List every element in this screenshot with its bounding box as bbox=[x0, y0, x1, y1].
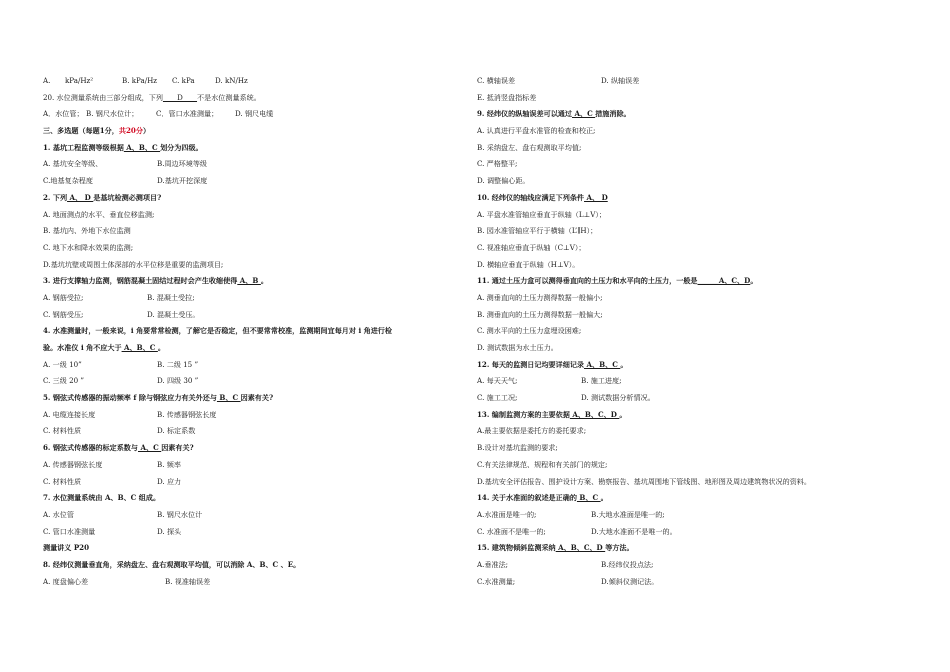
answer: A、B bbox=[237, 276, 261, 286]
answer: ____D____ bbox=[162, 92, 198, 102]
question-1: 1. 基坑工程监测等级根据 A、B、C 划分为四级。 bbox=[43, 142, 203, 152]
option-d: D. kN/Hz bbox=[215, 76, 248, 85]
q15-options-cd: C.水准测量; D.倾斜仪测记法。 bbox=[477, 576, 659, 586]
option-b: B. kPa/Hz bbox=[122, 76, 158, 85]
q1-options-cd: C.地基复杂程度 D.基坑开挖深度 bbox=[43, 176, 208, 186]
option-a-text: kPa/Hz² bbox=[65, 76, 94, 85]
question-5: 5. 钢弦式传感器的振动频率 f 除与钢弦应力有关外还与 B、C 因素有关? bbox=[43, 393, 274, 403]
q5-options-ab: A. 电缆连接长度 B. 传感器钢弦长度 bbox=[43, 409, 217, 419]
q13-option-c: C.有关法律规范、规程和有关部门的规定; bbox=[477, 459, 608, 469]
q5-options-cd: C. 材料性质 D. 标定系数 bbox=[43, 426, 196, 436]
option-a: A．水位管； bbox=[43, 109, 84, 119]
q4-options-cd: C. 三级 20 ” D. 四级 30 ” bbox=[43, 376, 199, 386]
q9-option-b: B. 采纳盘左、盘右观测取平均值; bbox=[477, 142, 582, 152]
question-6: 6. 钢弦式传感器的标定系数与 A、C 因素有关? bbox=[43, 443, 194, 453]
q1-options-ab: A. 基坑安全等级、 B.周边环境等级 bbox=[43, 159, 208, 169]
question-12: 12. 每天的监测日记均要详细记录 A、B、C 。 bbox=[477, 359, 628, 369]
answer: B、C bbox=[576, 493, 601, 503]
q2-option-a: A. 地面测点的水平、垂直位移监测; bbox=[43, 209, 155, 219]
answer: A、C bbox=[572, 109, 596, 119]
option-d: D. 钢尺电缆 bbox=[235, 109, 274, 119]
left-column bbox=[43, 73, 478, 590]
q14-options-cd: C. 水准面不是唯一的; D.大地水准面不是唯一的。 bbox=[477, 526, 677, 536]
question-20: 20. 水位测量系统由三部分组成，下列____D____不是水位测量系统。 bbox=[43, 92, 261, 102]
q15-options-ab: A.垂准法; B.经纬仪投点法; bbox=[477, 559, 654, 569]
right-column bbox=[477, 73, 917, 590]
answer: ______A、C、D bbox=[697, 276, 751, 286]
q10-option-a: A. 平盘水准管轴应垂直于纵轴（L⊥V）； bbox=[477, 209, 606, 219]
answer: A、 D bbox=[584, 192, 608, 202]
q13-option-a: A.最主要依据是委托方的委托要求; bbox=[477, 426, 587, 436]
q8-options-cd: C. 横轴误差 D. 纵轴误差 bbox=[477, 76, 640, 85]
q4-options-ab: A. 一级 10” B. 二级 15 ” bbox=[43, 359, 199, 369]
q2-option-c: C. 地下水和降水效果的监测; bbox=[43, 242, 134, 252]
q3-options-ab: A. 钢筋受拉; B. 混凝土受拉; bbox=[43, 292, 195, 302]
question-9: 9. 经纬仪的纵轴误差可以通过 A、C 措施消除。 bbox=[477, 109, 631, 119]
answer: A、B、C bbox=[121, 343, 158, 352]
q10-option-b: B. 园水准管轴应平行于横轴（L’∥H）； bbox=[477, 226, 598, 236]
answer: A、B、C bbox=[123, 142, 161, 152]
lecture-reference: 测量讲义 P20 bbox=[43, 543, 90, 553]
q14-options-ab: A.水准面是唯一的; B.大地水准面是唯一的; bbox=[477, 509, 665, 519]
question-10: 10. 经纬仪的轴线应满足下列条件 A、 D bbox=[477, 192, 608, 202]
q11-option-a: A. 测垂直向的土压力测得数据一般偏小; bbox=[477, 292, 603, 302]
question-4: 4. 水准测量时，一般来说，i 角要常常检测，了解它是否稳定，但不要常常校准，监测期间宜每月对 i 角进行检 bbox=[43, 326, 392, 336]
answer: A、B、C、D bbox=[569, 409, 620, 419]
q3-options-cd: C. 钢筋受压; D. 混凝土受压。 bbox=[43, 309, 200, 319]
q2-option-d: D.基坑坑壁或周围土体深部的水平位移是重要的监测项目; bbox=[43, 259, 224, 269]
option-a: A. bbox=[43, 76, 51, 85]
option-c: C. kPa bbox=[172, 76, 195, 85]
q19-options bbox=[43, 73, 478, 90]
q11-option-d: D. 测试数据为水土压力。 bbox=[477, 343, 558, 352]
answer: A、 D bbox=[67, 192, 94, 202]
question-2: 2. 下列 A、 D 是基坑检测必测项目? bbox=[43, 192, 162, 202]
q12-options-ab: A. 每天天气; B. 施工进度; bbox=[477, 376, 622, 386]
question-3: 3. 进行支撑轴力监测，钢筋混凝土固结过程时会产生收缩使得 A、B 。 bbox=[43, 276, 268, 286]
q2-option-b: B. 基坑内、外地下水位监测 bbox=[43, 226, 131, 236]
q9-option-a: A. 认真进行平盘水准管的检查和校正; bbox=[477, 126, 596, 136]
question-14: 14. 关于水准面的叙述是正确的 B、C 。 bbox=[477, 493, 608, 503]
q13-option-b: B.设计对基坑监测的要求; bbox=[477, 443, 558, 453]
answer: A、B、C、D bbox=[555, 543, 606, 553]
option-b: B. 钢尺水位计； bbox=[86, 109, 139, 119]
q7-options-cd: C. 管口水准测量 D. 探头 bbox=[43, 526, 182, 536]
q9-option-d: D. 调整偏心距。 bbox=[477, 176, 530, 186]
answer: A、B、C bbox=[584, 359, 621, 369]
option-c: C．管口水准测量； bbox=[156, 109, 219, 119]
q10-option-c: C. 视准轴应垂直于纵轴（C⊥V）； bbox=[477, 242, 586, 252]
answer: B、C bbox=[216, 393, 241, 403]
q20-options bbox=[43, 106, 478, 123]
question-8: 8. 经纬仪测量垂直角，采纳盘左、盘右观测取平均值，可以消除 A、B、C 、E。 bbox=[43, 559, 301, 569]
q12-options-cd: C. 施工工况; D. 测试数据分析情况。 bbox=[477, 393, 655, 403]
q11-option-b: B. 测垂直向的土压力测得数据一般偏大; bbox=[477, 309, 603, 319]
question-15: 15. 建筑物倾斜监测采纳 A、B、C、D 等方法。 bbox=[477, 543, 634, 553]
q6-options-ab: A. 传感器钢弦长度 B. 频率 bbox=[43, 459, 181, 469]
question-11: 11. 通过土压力盒可以测得垂直向的土压力和水平向的土压力，一般是______A、C、D。 bbox=[477, 276, 758, 286]
q9-option-c: C. 严格整平; bbox=[477, 159, 518, 169]
q6-options-cd: C. 材料性质 D. 应力 bbox=[43, 476, 182, 486]
answer: A、C bbox=[138, 443, 162, 453]
q11-option-c: C. 测水平向的土压力盒埋设困难; bbox=[477, 326, 582, 336]
question-13: 13. 编制监测方案的主要依据 A、B、C、D 。 bbox=[477, 409, 627, 419]
section-heading: 三、多选题（每题1分，共20分） bbox=[43, 126, 151, 136]
q8-option-e: E. 抵消竖盘指标差 bbox=[477, 92, 537, 102]
question-4-cont: 验。水准仪 i 角不应大于 A、B、C 。 bbox=[43, 343, 165, 352]
q7-options-ab: A. 水位管 B. 钢尺水位计 bbox=[43, 509, 203, 519]
question-7: 7. 水位测量系统由 A、B、C 组成。 bbox=[43, 493, 161, 503]
q10-option-d: D. 横轴应垂直于纵轴（H⊥V）。 bbox=[477, 259, 580, 269]
q13-option-d: D.基坑安全评估报告、围护设计方案、勘察报告、基坑周围地下管线图、地形图及周边建筑物状况的资料。 bbox=[477, 476, 811, 486]
q8-options-ab: A. 度盘偏心差 B. 视准轴误差 bbox=[43, 576, 211, 586]
